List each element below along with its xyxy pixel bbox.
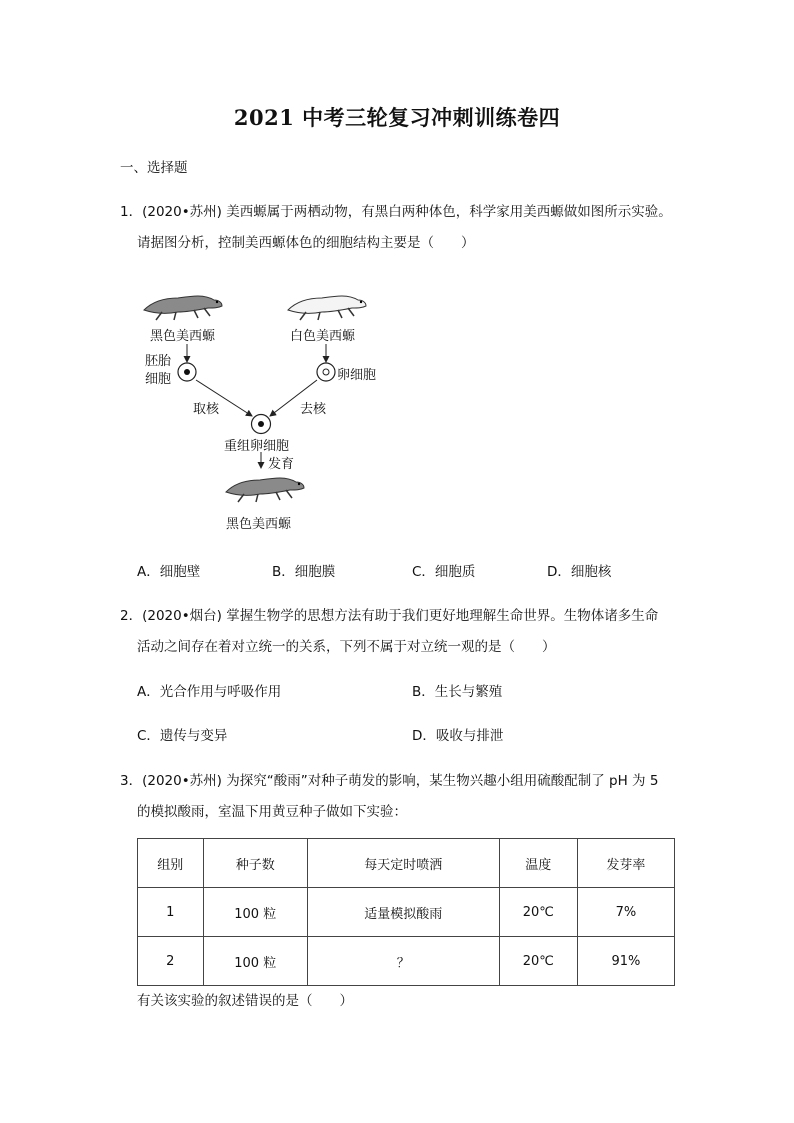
q2-option-a[interactable]: A．光合作用与呼吸作用 [137,684,282,700]
table-cell: ？ [307,937,499,986]
table-cell: 1 [138,888,204,937]
table-cell: 20℃ [499,888,577,937]
table-cell: 7% [577,888,674,937]
table-header-cell: 每天定时喷洒 [307,839,499,888]
q1-option-d[interactable]: D．细胞核 [547,564,612,580]
embryo-cell-icon [178,363,196,381]
q1-text-line2: 请据图分析，控制美西螈体色的细胞结构主要是（ ） [137,235,475,251]
table-row [138,888,675,937]
take-nucleus-label: 取核 [193,402,220,417]
diagram-graphic [130,280,390,540]
embryo-label-line1: 胚胎 [145,354,172,369]
remove-nucleus-label: 去核 [300,402,327,417]
q1-text-line1: 1．(2020•苏州) 美西螈属于两栖动物，有黑白两种体色，科学家用美西螈做如图所示实验。 [120,204,672,220]
table-header-row [138,839,675,888]
table-header-cell: 种子数 [203,839,307,888]
q2-option-b[interactable]: B．生长与繁殖 [412,684,503,700]
recombined-egg-cell-icon [252,415,271,434]
table-cell: 100 粒 [203,888,307,937]
salamander-experiment-diagram [130,280,390,540]
egg-cell-icon [317,363,335,381]
table-header-cell: 组别 [138,839,204,888]
table-header-cell: 温度 [499,839,577,888]
embryo-label-line2: 细胞 [145,372,172,387]
section-heading: 一、选择题 [120,160,188,176]
result-salamander-label: 黑色美西螈 [226,517,292,532]
recombined-egg-label: 重组卵细胞 [224,439,290,454]
q3-text-line2: 的模拟酸雨，室温下用黄豆种子做如下实验： [137,804,407,820]
q3-followup-text: 有关该实验的叙述错误的是（ ） [137,993,353,1009]
experiment-table [137,838,675,986]
q2-text-line1: 2．(2020•烟台) 掌握生物学的思想方法有助于我们更好地理解生命世界。生物体诸多生命 [120,608,659,624]
q2-option-c[interactable]: C．遗传与变异 [137,728,228,744]
q2-text-line2: 活动之间存在着对立统一的关系，下列不属于对立统一观的是（ ） [137,639,556,655]
table-cell: 100 粒 [203,937,307,986]
table-header-cell: 发芽率 [577,839,674,888]
white-salamander-icon [288,296,366,320]
table-cell: 2 [138,937,204,986]
develop-label: 发育 [268,457,295,472]
egg-cell-label: 卵细胞 [337,368,377,383]
q3-text-line1: 3．(2020•苏州) 为探究“酸雨”对种子萌发的影响，某生物兴趣小组用硫酸配制了 pH 为 5 [120,773,659,789]
page-title: 2021 中考三轮复习冲刺训练卷四 [233,105,561,130]
black-salamander-label: 黑色美西螈 [150,329,216,344]
q1-option-a[interactable]: A．细胞壁 [137,564,201,580]
result-black-salamander-icon [226,478,304,502]
table-cell: 91% [577,937,674,986]
table-cell: 20℃ [499,937,577,986]
q1-option-b[interactable]: B．细胞膜 [272,564,336,580]
table-row [138,937,675,986]
table-cell: 适量模拟酸雨 [307,888,499,937]
black-salamander-icon [144,296,222,320]
white-salamander-label: 白色美西螈 [290,329,356,344]
q2-option-d[interactable]: D．吸收与排泄 [412,728,504,744]
q1-option-c[interactable]: C．细胞质 [412,564,476,580]
